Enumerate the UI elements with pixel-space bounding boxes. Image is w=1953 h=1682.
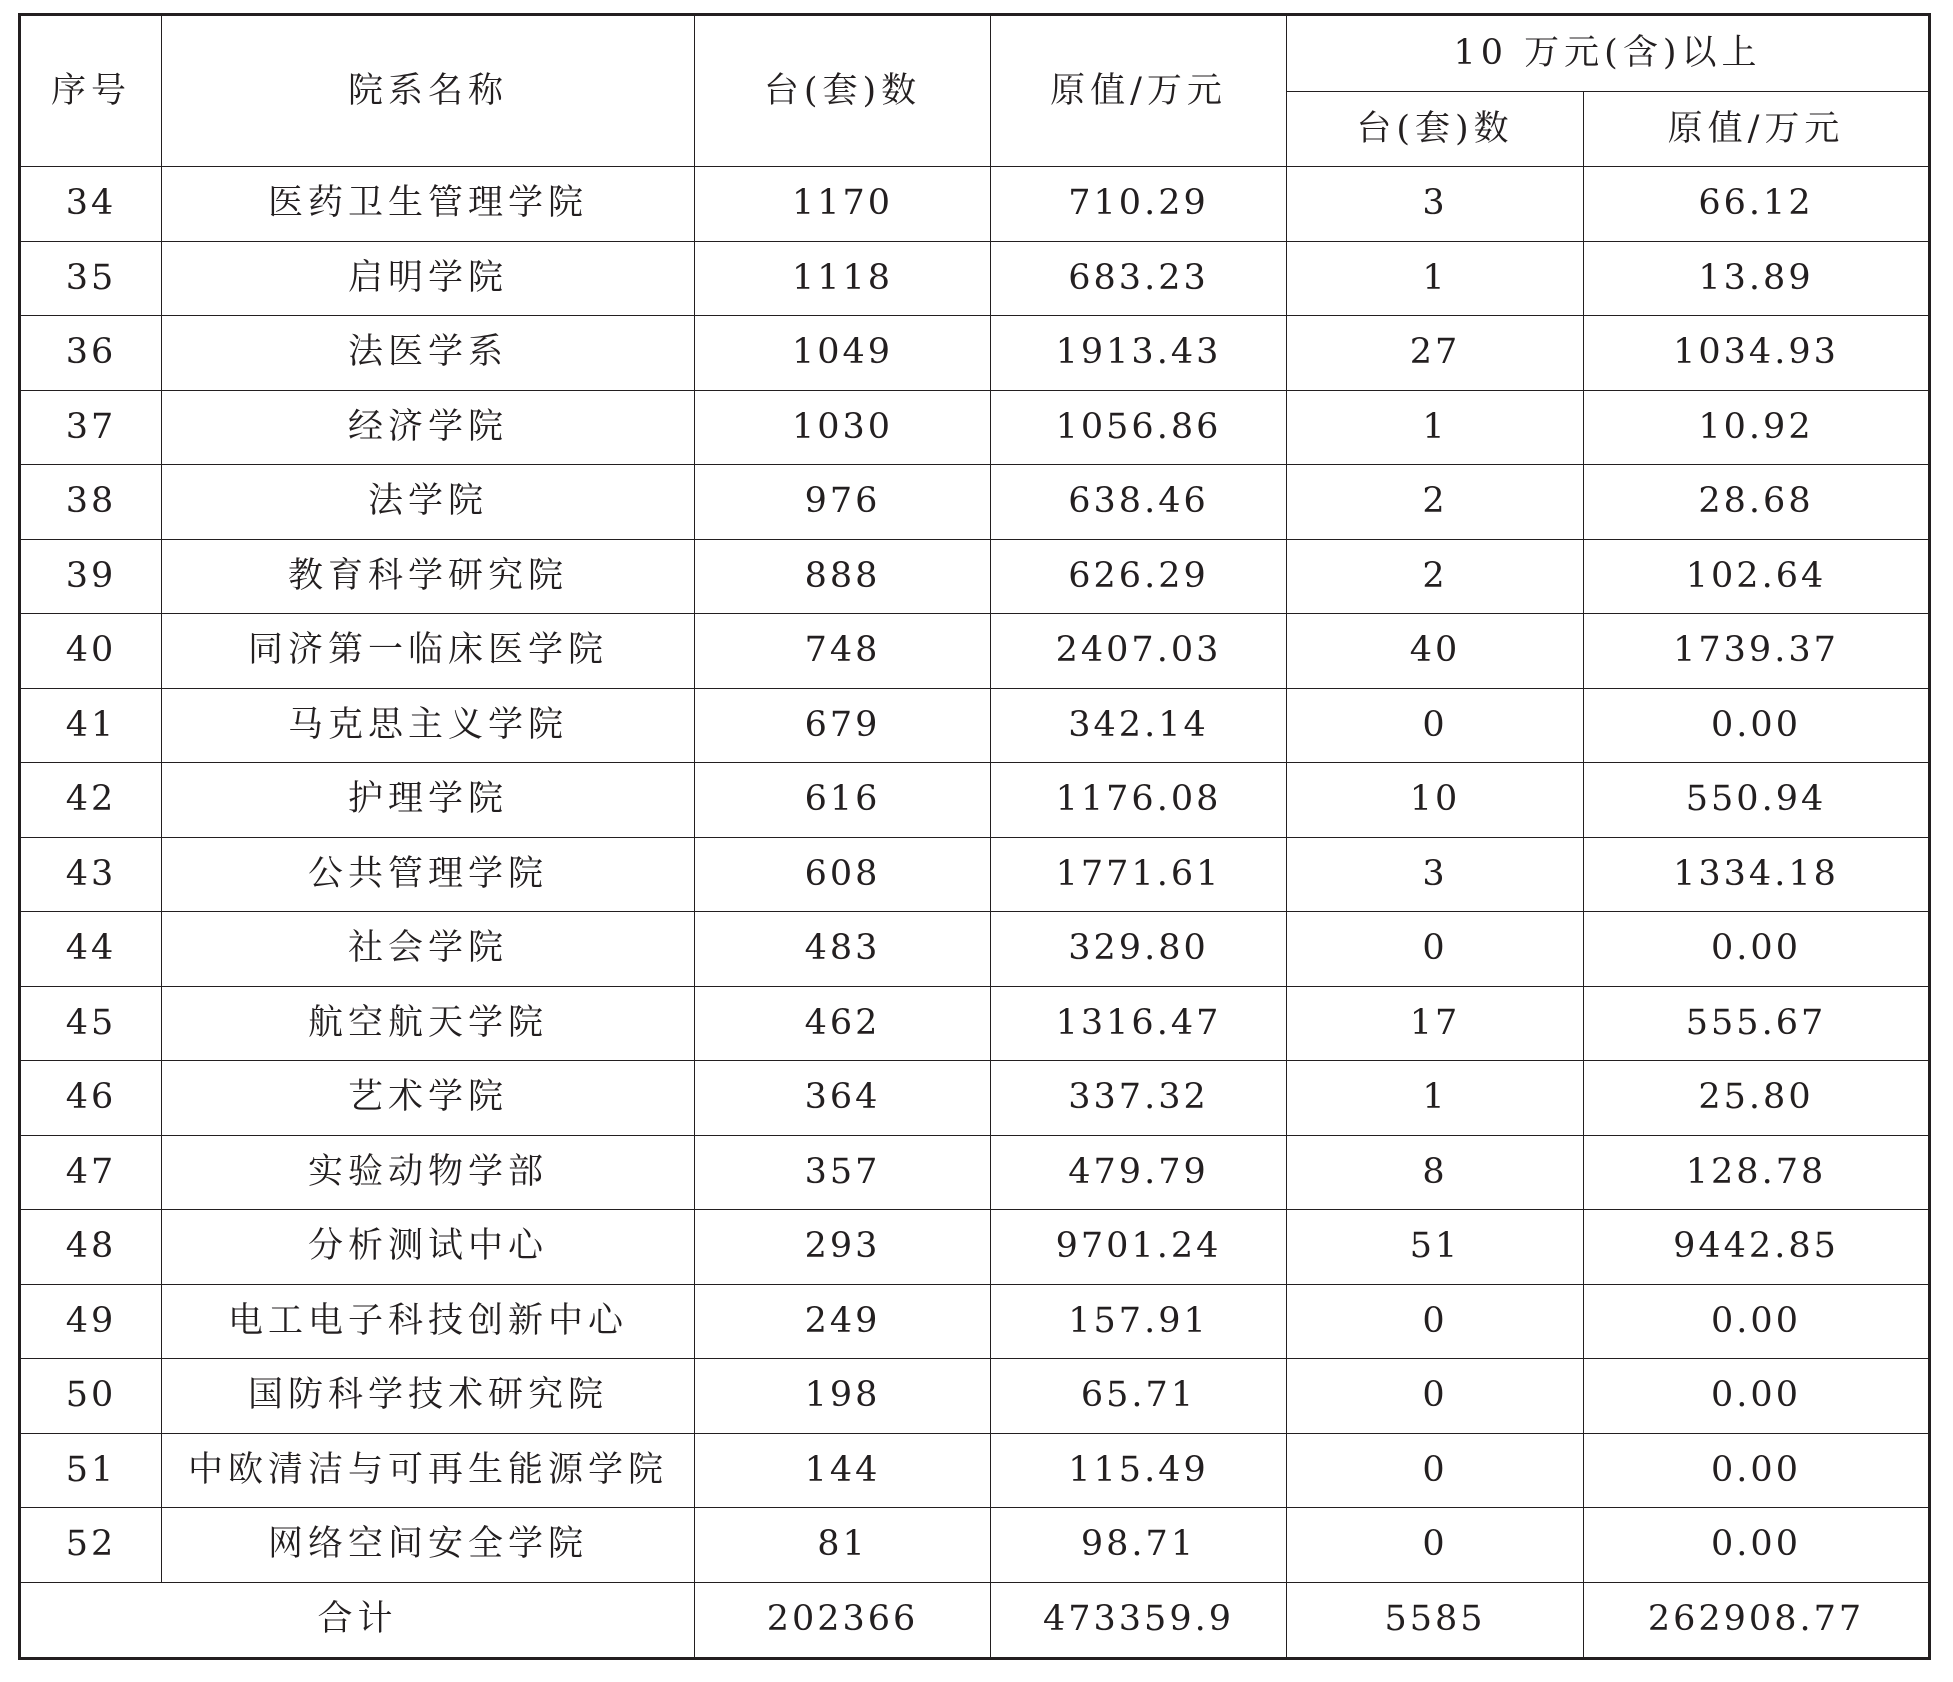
cell-over-100k-unit-count: 51 (1287, 1210, 1584, 1285)
cell-unit-count: 198 (695, 1359, 991, 1434)
cell-original-value: 1176.08 (991, 763, 1287, 838)
total-unit-count: 202366 (695, 1582, 991, 1658)
cell-original-value: 1316.47 (991, 986, 1287, 1061)
cell-unit-count: 144 (695, 1433, 991, 1508)
equipment-table-container (18, 13, 1931, 1660)
cell-seq: 39 (20, 539, 162, 614)
cell-department-name: 医药卫生管理学院 (162, 167, 695, 242)
cell-seq: 37 (20, 390, 162, 465)
cell-over-100k-original-value: 9442.85 (1584, 1210, 1930, 1285)
table-row (20, 986, 1930, 1061)
table-row (20, 167, 1930, 242)
cell-over-100k-original-value: 25.80 (1584, 1061, 1930, 1136)
cell-department-name: 经济学院 (162, 390, 695, 465)
cell-over-100k-unit-count: 8 (1287, 1135, 1584, 1210)
header-seq: 序号 (20, 15, 162, 167)
cell-unit-count: 483 (695, 912, 991, 987)
cell-department-name: 马克思主义学院 (162, 688, 695, 763)
cell-unit-count: 357 (695, 1135, 991, 1210)
cell-original-value: 115.49 (991, 1433, 1287, 1508)
cell-seq: 35 (20, 241, 162, 316)
cell-original-value: 1913.43 (991, 316, 1287, 391)
cell-unit-count: 462 (695, 986, 991, 1061)
cell-seq: 47 (20, 1135, 162, 1210)
table-row (20, 1359, 1930, 1434)
cell-unit-count: 1170 (695, 167, 991, 242)
cell-original-value: 1771.61 (991, 837, 1287, 912)
cell-original-value: 626.29 (991, 539, 1287, 614)
table-row (20, 241, 1930, 316)
table-row (20, 465, 1930, 540)
table-row (20, 1433, 1930, 1508)
cell-seq: 44 (20, 912, 162, 987)
header-over-100k-unit-count: 台(套)数 (1287, 92, 1584, 167)
cell-over-100k-unit-count: 3 (1287, 837, 1584, 912)
cell-unit-count: 1049 (695, 316, 991, 391)
header-department-name: 院系名称 (162, 15, 695, 167)
cell-over-100k-unit-count: 1 (1287, 390, 1584, 465)
cell-unit-count: 748 (695, 614, 991, 689)
table-row (20, 837, 1930, 912)
cell-department-name: 公共管理学院 (162, 837, 695, 912)
cell-department-name: 中欧清洁与可再生能源学院 (162, 1433, 695, 1508)
cell-over-100k-unit-count: 0 (1287, 1508, 1584, 1583)
cell-over-100k-original-value: 13.89 (1584, 241, 1930, 316)
cell-unit-count: 364 (695, 1061, 991, 1136)
cell-over-100k-unit-count: 0 (1287, 912, 1584, 987)
cell-seq: 38 (20, 465, 162, 540)
cell-department-name: 实验动物学部 (162, 1135, 695, 1210)
cell-unit-count: 976 (695, 465, 991, 540)
cell-unit-count: 888 (695, 539, 991, 614)
cell-over-100k-unit-count: 3 (1287, 167, 1584, 242)
cell-over-100k-original-value: 1739.37 (1584, 614, 1930, 689)
cell-unit-count: 1030 (695, 390, 991, 465)
cell-over-100k-original-value: 0.00 (1584, 1508, 1930, 1583)
cell-seq: 51 (20, 1433, 162, 1508)
cell-over-100k-unit-count: 2 (1287, 539, 1584, 614)
cell-unit-count: 81 (695, 1508, 991, 1583)
header-unit-count: 台(套)数 (695, 15, 991, 167)
cell-over-100k-original-value: 0.00 (1584, 1359, 1930, 1434)
cell-original-value: 479.79 (991, 1135, 1287, 1210)
equipment-by-department-table (18, 13, 1931, 1660)
cell-unit-count: 608 (695, 837, 991, 912)
cell-seq: 43 (20, 837, 162, 912)
cell-original-value: 157.91 (991, 1284, 1287, 1359)
cell-unit-count: 249 (695, 1284, 991, 1359)
cell-over-100k-original-value: 555.67 (1584, 986, 1930, 1061)
cell-original-value: 683.23 (991, 241, 1287, 316)
cell-over-100k-unit-count: 0 (1287, 1433, 1584, 1508)
cell-department-name: 启明学院 (162, 241, 695, 316)
table-row (20, 390, 1930, 465)
cell-over-100k-original-value: 0.00 (1584, 912, 1930, 987)
cell-over-100k-original-value: 1034.93 (1584, 316, 1930, 391)
cell-department-name: 艺术学院 (162, 1061, 695, 1136)
cell-original-value: 342.14 (991, 688, 1287, 763)
cell-over-100k-unit-count: 0 (1287, 1359, 1584, 1434)
cell-department-name: 护理学院 (162, 763, 695, 838)
table-row (20, 539, 1930, 614)
cell-seq: 48 (20, 1210, 162, 1285)
cell-seq: 36 (20, 316, 162, 391)
total-over-100k-unit-count: 5585 (1287, 1582, 1584, 1658)
cell-department-name: 社会学院 (162, 912, 695, 987)
cell-over-100k-original-value: 128.78 (1584, 1135, 1930, 1210)
cell-over-100k-unit-count: 10 (1287, 763, 1584, 838)
cell-original-value: 329.80 (991, 912, 1287, 987)
table-row (20, 614, 1930, 689)
cell-seq: 34 (20, 167, 162, 242)
total-row (20, 1582, 1930, 1658)
cell-original-value: 9701.24 (991, 1210, 1287, 1285)
cell-original-value: 98.71 (991, 1508, 1287, 1583)
cell-over-100k-unit-count: 0 (1287, 688, 1584, 763)
table-row (20, 763, 1930, 838)
cell-department-name: 同济第一临床医学院 (162, 614, 695, 689)
cell-over-100k-unit-count: 27 (1287, 316, 1584, 391)
table-row (20, 1061, 1930, 1136)
cell-original-value: 638.46 (991, 465, 1287, 540)
cell-department-name: 航空航天学院 (162, 986, 695, 1061)
cell-over-100k-original-value: 0.00 (1584, 1433, 1930, 1508)
cell-unit-count: 616 (695, 763, 991, 838)
cell-department-name: 电工电子科技创新中心 (162, 1284, 695, 1359)
cell-department-name: 分析测试中心 (162, 1210, 695, 1285)
cell-original-value: 2407.03 (991, 614, 1287, 689)
cell-over-100k-original-value: 1334.18 (1584, 837, 1930, 912)
cell-over-100k-original-value: 0.00 (1584, 1284, 1930, 1359)
table-row (20, 688, 1930, 763)
cell-seq: 40 (20, 614, 162, 689)
cell-over-100k-unit-count: 17 (1287, 986, 1584, 1061)
cell-over-100k-original-value: 550.94 (1584, 763, 1930, 838)
cell-over-100k-original-value: 0.00 (1584, 688, 1930, 763)
cell-department-name: 国防科学技术研究院 (162, 1359, 695, 1434)
cell-unit-count: 293 (695, 1210, 991, 1285)
cell-over-100k-original-value: 102.64 (1584, 539, 1930, 614)
cell-original-value: 1056.86 (991, 390, 1287, 465)
cell-unit-count: 1118 (695, 241, 991, 316)
cell-original-value: 65.71 (991, 1359, 1287, 1434)
cell-seq: 41 (20, 688, 162, 763)
total-over-100k-original-value: 262908.77 (1584, 1582, 1930, 1658)
header-over-100k-original-value: 原值/万元 (1584, 92, 1930, 167)
cell-seq: 50 (20, 1359, 162, 1434)
cell-department-name: 网络空间安全学院 (162, 1508, 695, 1583)
cell-seq: 49 (20, 1284, 162, 1359)
cell-over-100k-original-value: 10.92 (1584, 390, 1930, 465)
table-row (20, 1210, 1930, 1285)
table-row (20, 316, 1930, 391)
table-row (20, 1135, 1930, 1210)
cell-over-100k-original-value: 66.12 (1584, 167, 1930, 242)
cell-department-name: 法学院 (162, 465, 695, 540)
cell-unit-count: 679 (695, 688, 991, 763)
table-row (20, 1508, 1930, 1583)
cell-original-value: 710.29 (991, 167, 1287, 242)
cell-over-100k-unit-count: 1 (1287, 1061, 1584, 1136)
cell-department-name: 法医学系 (162, 316, 695, 391)
cell-over-100k-unit-count: 0 (1287, 1284, 1584, 1359)
header-original-value: 原值/万元 (991, 15, 1287, 167)
total-label: 合计 (20, 1582, 695, 1658)
total-original-value: 473359.9 (991, 1582, 1287, 1658)
cell-over-100k-unit-count: 40 (1287, 614, 1584, 689)
cell-seq: 52 (20, 1508, 162, 1583)
header-row-top (20, 15, 1930, 92)
table-row (20, 1284, 1930, 1359)
cell-over-100k-original-value: 28.68 (1584, 465, 1930, 540)
cell-over-100k-unit-count: 1 (1287, 241, 1584, 316)
cell-original-value: 337.32 (991, 1061, 1287, 1136)
cell-seq: 46 (20, 1061, 162, 1136)
cell-seq: 45 (20, 986, 162, 1061)
cell-seq: 42 (20, 763, 162, 838)
table-row (20, 912, 1930, 987)
cell-department-name: 教育科学研究院 (162, 539, 695, 614)
cell-over-100k-unit-count: 2 (1287, 465, 1584, 540)
header-over-100k-group: 10 万元(含)以上 (1287, 15, 1930, 92)
